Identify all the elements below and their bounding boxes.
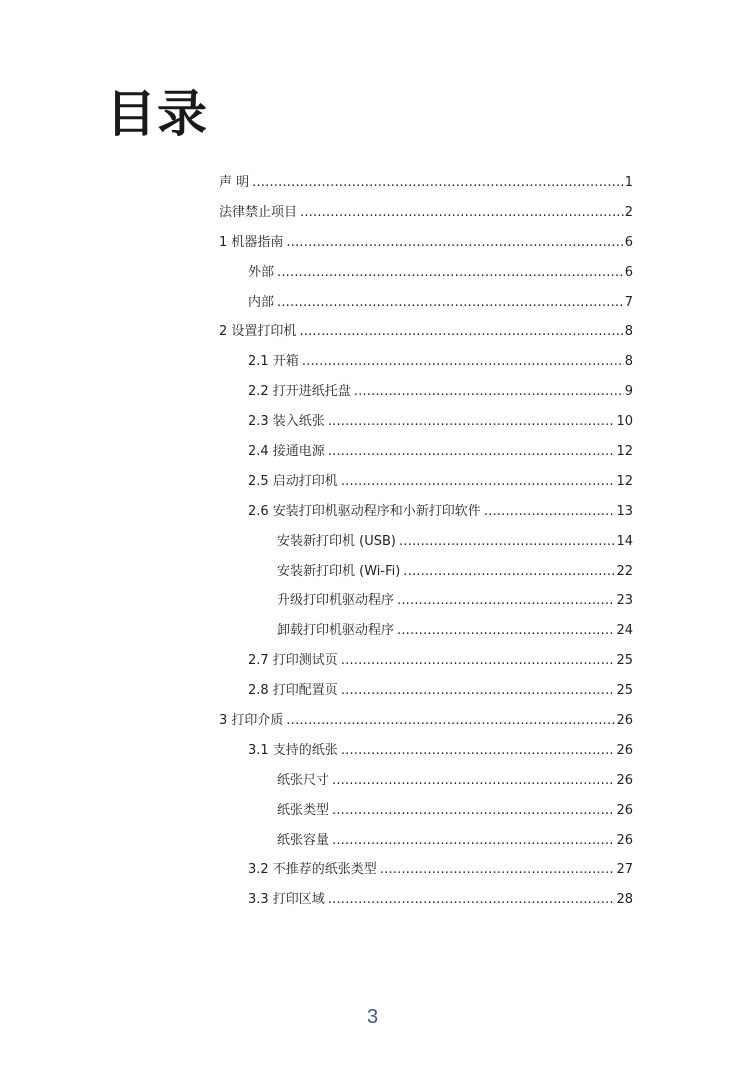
- toc-entry-label: 2.2 打开进纸托盘: [248, 384, 351, 400]
- toc-entry-page: 26: [616, 772, 633, 788]
- toc-entry-page: 26: [616, 713, 633, 729]
- toc-entry-label: 1 机器指南: [219, 234, 284, 250]
- toc-dot-leader: [397, 616, 615, 646]
- toc-dot-leader: [299, 317, 623, 347]
- toc-entry-page: 8: [624, 324, 633, 340]
- page-number: 3: [366, 1006, 379, 1028]
- toc-entry[interactable]: [219, 557, 633, 587]
- toc-entry-page: 26: [616, 742, 633, 758]
- toc-entry[interactable]: [219, 437, 633, 467]
- toc-entry[interactable]: [219, 586, 633, 616]
- toc-dot-leader: [286, 228, 623, 258]
- toc-entry-page: 2: [624, 204, 633, 220]
- toc-entry-page: 10: [616, 414, 633, 430]
- toc-entry-page: 8: [624, 354, 633, 370]
- toc-dot-leader: [397, 586, 615, 616]
- toc-entry[interactable]: [219, 855, 633, 885]
- toc-entry-label: 2.5 启动打印机: [248, 473, 338, 489]
- toc-entry-page: 1: [624, 175, 633, 190]
- toc-entry-label: 3.1 支持的纸张: [248, 742, 338, 758]
- toc-entry-page: 27: [616, 862, 633, 878]
- toc-entry-page: 26: [616, 802, 633, 818]
- toc-entry[interactable]: [219, 467, 633, 497]
- toc-entry-page: 24: [616, 623, 633, 639]
- toc-entry-page: 12: [616, 473, 633, 489]
- toc-entry-label: 2.7 打印测试页: [248, 653, 338, 669]
- toc-dot-leader: [286, 706, 615, 736]
- toc-dot-leader: [300, 198, 624, 228]
- toc-entry-label: 纸张类型: [277, 802, 330, 818]
- toc-dot-leader: [399, 527, 615, 557]
- toc-entry[interactable]: [219, 706, 633, 736]
- toc-entry-page: 23: [616, 593, 633, 609]
- toc-entry-label: 安装新打印机 (USB): [277, 533, 396, 549]
- toc-entry[interactable]: [219, 676, 633, 706]
- toc-entry[interactable]: [219, 766, 633, 796]
- toc-entry-label: 2.4 接通电源: [248, 444, 325, 460]
- toc-dot-leader: [277, 258, 624, 288]
- toc-entry-label: 外部: [248, 264, 275, 280]
- toc-dot-leader: [403, 557, 615, 587]
- toc-dot-leader: [484, 497, 616, 527]
- toc-entry[interactable]: [219, 288, 633, 318]
- toc-entry-page: 6: [624, 264, 633, 280]
- toc-entry-label: 纸张尺寸: [277, 772, 330, 788]
- toc-dot-leader: [328, 407, 616, 437]
- toc-entry[interactable]: [219, 796, 633, 826]
- toc-entry-label: 3.2 不推荐的纸张类型: [248, 862, 377, 878]
- toc-dot-leader: [302, 347, 624, 377]
- toc-entry-label: 3 打印介质: [219, 713, 284, 729]
- toc-entry-label: 3.3 打印区域: [248, 892, 325, 908]
- toc-dot-leader: [341, 467, 616, 497]
- toc-entry[interactable]: [219, 258, 633, 288]
- toc-entry[interactable]: [219, 826, 633, 856]
- toc-entry-label: 2 设置打印机: [219, 324, 297, 340]
- toc-entry[interactable]: [219, 198, 633, 228]
- toc-dot-leader: [341, 736, 616, 766]
- toc-dot-leader: [252, 168, 624, 198]
- page-title: 目录: [106, 85, 208, 143]
- toc-entry[interactable]: [219, 736, 633, 766]
- toc-entry-page: 14: [616, 533, 633, 549]
- toc-entry-page: 22: [616, 563, 633, 579]
- toc-entry[interactable]: [219, 347, 633, 377]
- toc-dot-leader: [380, 855, 616, 885]
- toc-entry-label: 2.8 打印配置页: [248, 683, 338, 699]
- table-of-contents: [219, 168, 633, 915]
- toc-entry-page: 25: [616, 653, 633, 669]
- toc-entry-page: 26: [616, 832, 633, 848]
- toc-entry-page: 13: [616, 503, 633, 519]
- toc-entry-label: 2.6 安装打印机驱动程序和小新打印软件: [248, 503, 481, 519]
- toc-entry-page: 7: [624, 294, 633, 310]
- toc-entry[interactable]: [219, 317, 633, 347]
- toc-entry-page: 25: [616, 683, 633, 699]
- toc-entry-label: 法律禁止项目: [219, 204, 298, 220]
- toc-entry-page: 6: [624, 234, 633, 250]
- toc-dot-leader: [341, 646, 616, 676]
- toc-entry-label: 声 明: [219, 175, 250, 190]
- toc-entry[interactable]: [219, 407, 633, 437]
- toc-entry-label: 安装新打印机 (Wi-Fi): [277, 563, 401, 579]
- toc-entry[interactable]: [219, 228, 633, 258]
- toc-entry[interactable]: [219, 497, 633, 527]
- toc-dot-leader: [328, 885, 616, 915]
- toc-entry-label: 2.3 装入纸张: [248, 414, 325, 430]
- toc-entry[interactable]: [219, 377, 633, 407]
- toc-entry-label: 内部: [248, 294, 275, 310]
- toc-entry-page: 9: [624, 384, 633, 400]
- toc-entry[interactable]: [219, 168, 633, 198]
- toc-entry[interactable]: [219, 616, 633, 646]
- toc-dot-leader: [341, 676, 616, 706]
- toc-dot-leader: [332, 766, 615, 796]
- toc-entry-page: 28: [616, 892, 633, 908]
- toc-entry[interactable]: [219, 527, 633, 557]
- toc-entry-page: 12: [616, 444, 633, 460]
- toc-dot-leader: [277, 288, 624, 318]
- toc-entry-label: 升级打印机驱动程序: [277, 593, 395, 609]
- toc-entry-label: 纸张容量: [277, 832, 330, 848]
- toc-dot-leader: [332, 796, 615, 826]
- toc-entry-label: 2.1 开箱: [248, 354, 299, 370]
- toc-entry[interactable]: [219, 646, 633, 676]
- toc-entry-label: 卸载打印机驱动程序: [277, 623, 395, 639]
- toc-entry[interactable]: [219, 885, 633, 915]
- toc-dot-leader: [354, 377, 624, 407]
- toc-dot-leader: [328, 437, 616, 467]
- toc-dot-leader: [332, 826, 615, 856]
